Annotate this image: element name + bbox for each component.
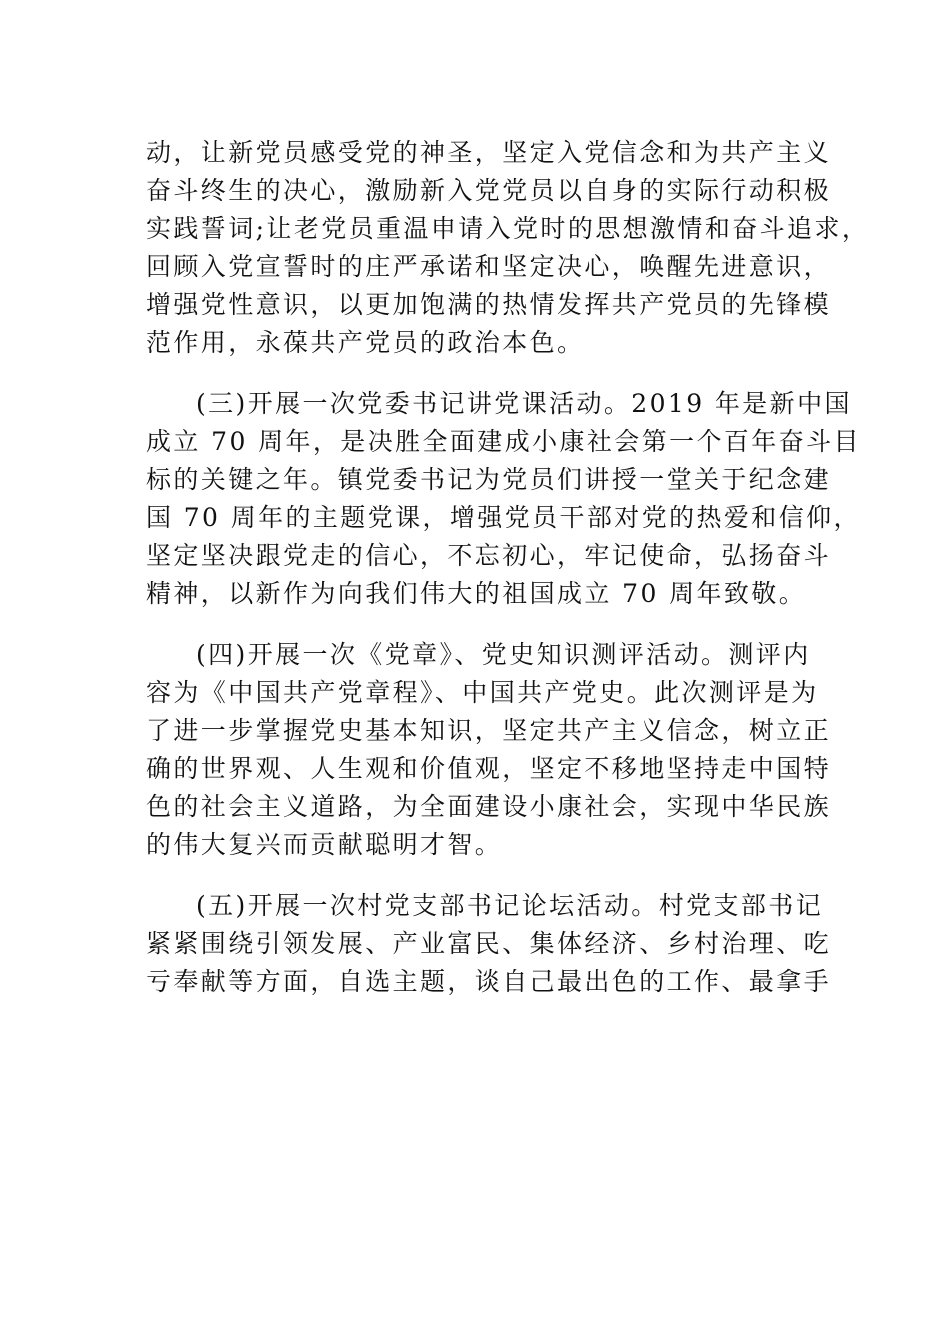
text-line: 色的社会主义道路，为全面建设小康社会，实现中华民族 [146,792,832,821]
text-line: 奋斗终生的决心，激励新入党党员以自身的实际行动积极 [146,176,832,205]
paragraph-spacer [146,613,816,636]
text-line: (四)开展一次《党章》、党史知识测评活动。测评内 [196,640,811,669]
text-line: 确的世界观、人生观和价值观，坚定不移地坚持走中国特 [146,754,832,783]
text-line: 国 70 周年的主题党课，增强党员干部对党的热爱和信仰， [146,503,861,532]
paragraph-continuation [146,134,870,362]
paragraph-section-4 [146,636,832,864]
text-line: 增强党性意识，以更加饱满的热情发挥共产党员的先锋模 [146,290,832,319]
text-line: 实践誓词;让老党员重温申请入党时的思想激情和奋斗追求， [146,214,870,243]
paragraph-section-5 [146,887,832,1001]
paragraph-spacer [146,362,816,385]
text-line: 坚定坚决跟党走的信心，不忘初心，牢记使命，弘扬奋斗 [146,541,832,570]
paragraph-spacer [146,864,816,887]
paragraph-section-3 [146,385,861,613]
text-line: 成立 70 周年，是决胜全面建成小康社会第一个百年奋斗目 [146,427,861,456]
text-line: 范作用，永葆共产党员的政治本色。 [146,328,585,357]
text-line: 的伟大复兴而贡献聪明才智。 [146,830,503,859]
text-line: 标的关键之年。镇党委书记为党员们讲授一堂关于纪念建 [146,465,832,494]
text-line: (三)开展一次党委书记讲党课活动。2019 年是新中国 [196,389,852,418]
text-line: 亏奉献等方面，自选主题，谈自己最出色的工作、最拿手 [146,967,832,996]
text-line: 动，让新党员感受党的神圣，坚定入党信念和为共产主义 [146,138,832,167]
text-line: 容为《中国共产党章程》、中国共产党史。此次测评是为 [146,678,819,707]
text-line: 精神，以新作为向我们伟大的祖国成立 70 周年致敬。 [146,579,807,608]
body-text [146,134,870,1001]
text-line: 紧紧围绕引领发展、产业富民、集体经济、乡村治理、吃 [146,929,832,958]
text-line: 了进一步掌握党史基本知识，坚定共产主义信念，树立正 [146,716,832,745]
text-line: 回顾入党宣誓时的庄严承诺和坚定决心，唤醒先进意识， [146,252,832,281]
text-line: (五)开展一次村党支部书记论坛活动。村党支部书记 [196,891,824,920]
